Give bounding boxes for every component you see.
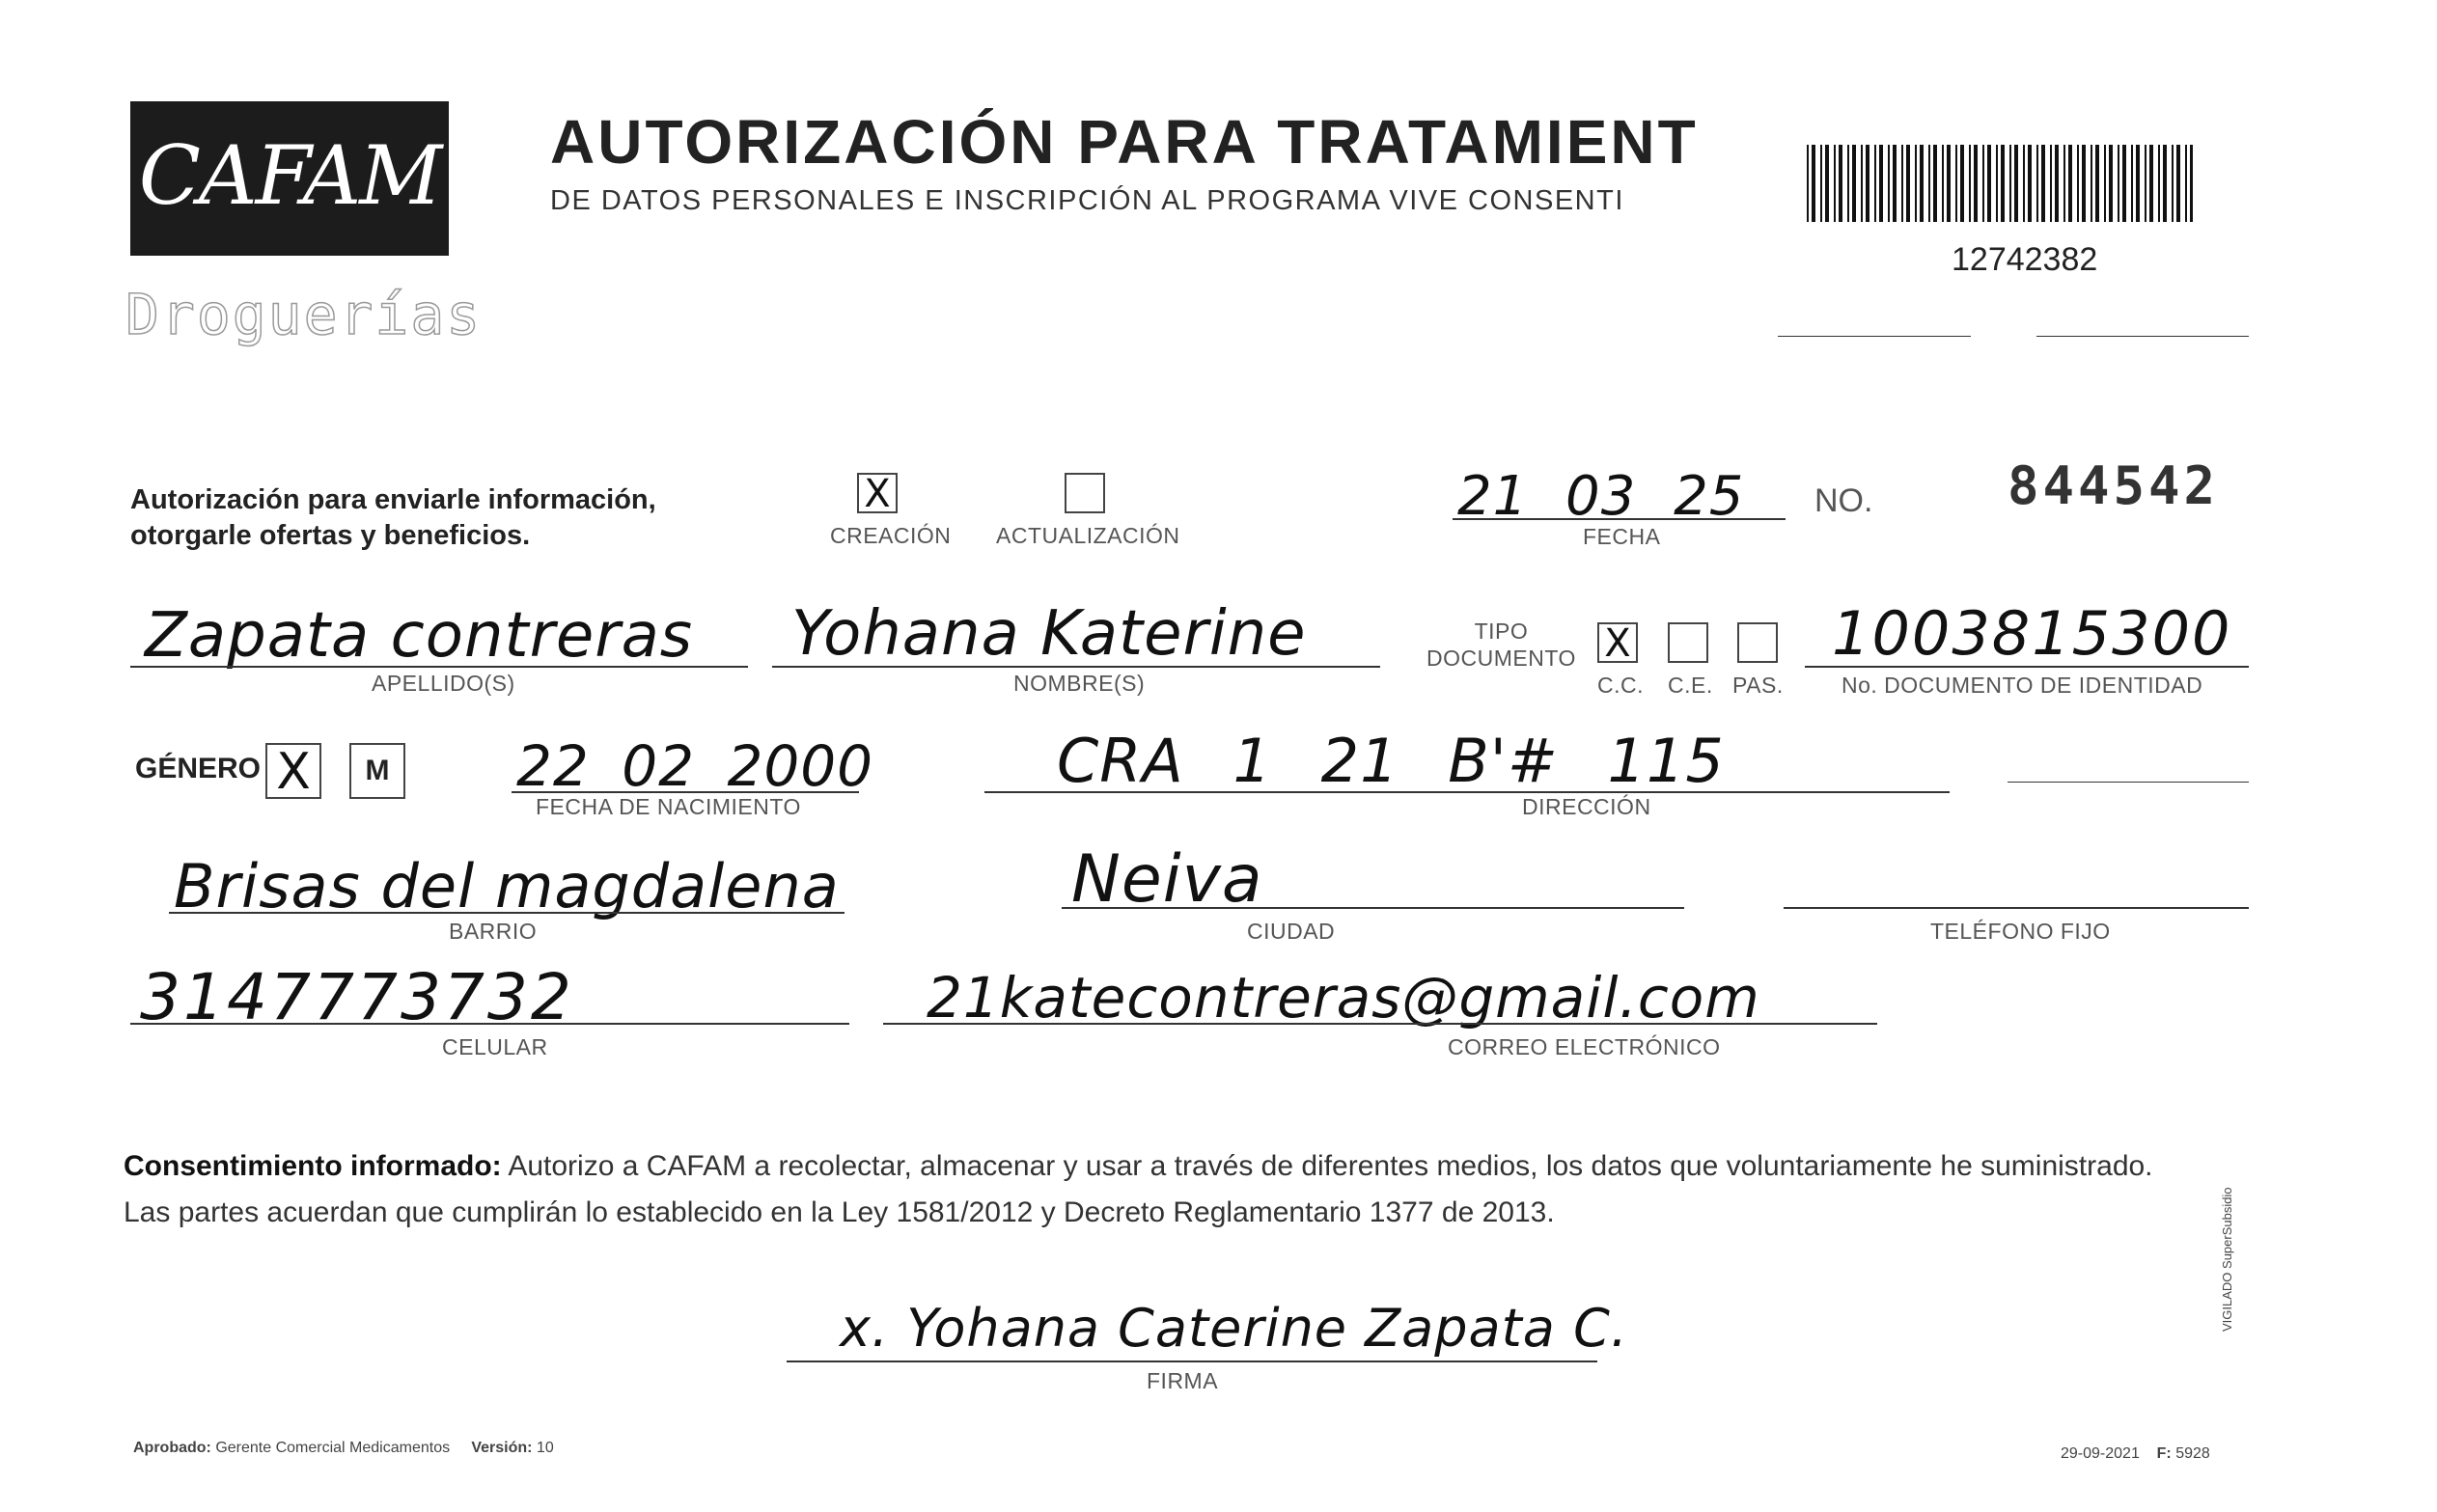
correo-line xyxy=(883,1023,1877,1025)
genero-label: GÉNERO xyxy=(135,753,262,784)
ciudad-value[interactable]: Neiva xyxy=(1071,841,1263,918)
consent-lead: Consentimiento informado: xyxy=(124,1150,502,1182)
no-label: NO. xyxy=(1814,482,1873,519)
signature-label: FIRMA xyxy=(1147,1368,1219,1393)
barcode-bar xyxy=(1906,145,1910,222)
consent-line-2: Las partes acuerdan que cumplirán lo establecido en la Ley 1581/2012 y Decreto Reglamentario 1377 de 2013. xyxy=(124,1196,1555,1228)
barcode-bar xyxy=(1839,145,1842,222)
barcode-bar xyxy=(1996,145,1998,222)
barcode-bar xyxy=(1888,145,1890,222)
barcode-bar xyxy=(2163,145,2167,222)
telefono-line[interactable] xyxy=(1784,907,2249,909)
barcode-bar xyxy=(1834,145,1836,222)
page-subtitle: DE DATOS PERSONALES E INSCRIPCIÓN AL PROGRAMA VIVE CONSENTI xyxy=(550,185,1624,216)
telefono-label: TELÉFONO FIJO xyxy=(1930,919,2111,944)
barcode-bar xyxy=(2104,145,2106,222)
ciudad-label: CIUDAD xyxy=(1247,919,1336,944)
pas-checkbox[interactable] xyxy=(1737,622,1778,663)
barcode-bar xyxy=(2091,145,2092,222)
barcode-bar xyxy=(2136,145,2140,222)
cc-check-mark: X xyxy=(1604,621,1631,666)
barcode-bar xyxy=(2009,145,2011,222)
barcode-bar xyxy=(1874,145,1876,222)
apellidos-label: APELLIDO(S) xyxy=(372,671,515,696)
genero-f-checkbox[interactable] xyxy=(265,743,321,799)
nacimiento-label: FECHA DE NACIMIENTO xyxy=(536,794,801,819)
aprobado-label: Aprobado: xyxy=(133,1440,211,1456)
version-label: Versión: xyxy=(471,1440,533,1456)
creacion-label: CREACIÓN xyxy=(830,523,952,548)
consent-line-1-text: Autorizo a CAFAM a recolectar, almacenar y usar a través de diferentes medios, los datos que voluntariamente he suministrado. xyxy=(501,1150,2153,1182)
no-value: 844542 xyxy=(2008,455,2220,516)
tipo-documento-label xyxy=(1426,618,1576,672)
barcode-bar xyxy=(1866,145,1869,222)
header-rule-left xyxy=(1778,336,1971,337)
barcode-bar xyxy=(1901,145,1903,222)
footer-f-label: F: xyxy=(2156,1445,2172,1462)
barcode-bar xyxy=(1955,145,1957,222)
correo-value[interactable]: 21katecontreras@gmail.com xyxy=(927,965,1760,1031)
barcode-bar xyxy=(1928,145,1930,222)
actualizacion-checkbox[interactable] xyxy=(1065,473,1105,513)
barcode-bar xyxy=(1807,145,1809,222)
barcode-bar xyxy=(2109,145,2113,222)
barcode-bar xyxy=(2001,145,2005,222)
cc-label: C.C. xyxy=(1597,673,1644,698)
direccion-value[interactable]: CRA 1 21 B'# 115 xyxy=(1057,726,1725,796)
creacion-check-mark: X xyxy=(864,472,891,516)
barcode-bar xyxy=(1893,145,1897,222)
barcode-bar xyxy=(2122,145,2126,222)
barcode-number: 12742382 xyxy=(1952,241,2098,278)
barcode-bar xyxy=(1825,145,1829,222)
barcode-bar xyxy=(2185,145,2187,222)
consent-line-1 xyxy=(124,1143,2153,1190)
barcode-bar xyxy=(2055,145,2059,222)
genero-m-checkbox[interactable] xyxy=(349,743,405,799)
barcode-bar xyxy=(2041,145,2045,222)
nombres-line xyxy=(772,666,1380,668)
barcode-bar xyxy=(2068,145,2072,222)
signature-value[interactable]: x. Yohana Caterine Zapata C. xyxy=(840,1298,1628,1359)
tipo-label-1: TIPO xyxy=(1474,619,1529,644)
direccion-label: DIRECCIÓN xyxy=(1522,794,1651,819)
nombres-label: NOMBRE(S) xyxy=(1013,671,1146,696)
barcode-bar xyxy=(1947,145,1951,222)
barrio-value[interactable]: Brisas del magdalena xyxy=(174,851,840,921)
footer-f-value: 5928 xyxy=(2175,1445,2210,1462)
barcode-bar xyxy=(1982,145,1984,222)
barcode-bar xyxy=(2095,145,2099,222)
header-rule-right xyxy=(2036,336,2249,337)
barcode-bar xyxy=(2036,145,2038,222)
authorization-line-1: Autorización para enviarle información, xyxy=(130,484,656,515)
barcode-bar xyxy=(2176,145,2180,222)
ciudad-line xyxy=(1062,907,1684,909)
consent-paragraph xyxy=(124,1143,2153,1236)
pas-label: PAS. xyxy=(1732,673,1784,698)
celular-value[interactable]: 3147773732 xyxy=(140,960,574,1034)
actualizacion-label: ACTUALIZACIÓN xyxy=(996,523,1180,548)
barcode-bar xyxy=(2063,145,2065,222)
fecha-value[interactable]: 21 03 25 xyxy=(1457,465,1745,528)
genero-m-label: M xyxy=(365,755,390,786)
barcode-bar xyxy=(2158,145,2160,222)
apellidos-value[interactable]: Zapata contreras xyxy=(145,600,694,672)
barcode-bar xyxy=(1960,145,1964,222)
cc-checkbox[interactable] xyxy=(1597,621,1638,666)
barrio-label: BARRIO xyxy=(449,919,538,944)
cafam-logo xyxy=(130,101,449,256)
barcode-bar xyxy=(1969,145,1971,222)
barcode-bar xyxy=(2190,145,2193,222)
footer-date: 29-09-2021 xyxy=(2061,1445,2140,1462)
barcode-bar xyxy=(1987,145,1991,222)
ce-label: C.E. xyxy=(1668,673,1713,698)
logo-subtitle: Droguerías xyxy=(125,282,483,347)
barcode-bar xyxy=(1820,145,1822,222)
barcode-bar xyxy=(2014,145,2018,222)
barcode-bar xyxy=(1812,145,1815,222)
authorization-text xyxy=(130,482,656,554)
barcode-bar xyxy=(2131,145,2133,222)
barcode-bar xyxy=(1861,145,1863,222)
signature-line xyxy=(787,1361,1597,1362)
barrio-line xyxy=(169,912,845,914)
barcode-bar xyxy=(2077,145,2079,222)
barcode-bar xyxy=(2050,145,2052,222)
barcode-bar xyxy=(2118,145,2119,222)
barcode-bar xyxy=(1847,145,1849,222)
barcode-bar xyxy=(1942,145,1944,222)
barcode-bar xyxy=(2082,145,2086,222)
barcode-bar xyxy=(1915,145,1917,222)
footer-code xyxy=(2061,1445,2210,1463)
documento-label: No. DOCUMENTO DE IDENTIDAD xyxy=(1842,673,2203,698)
page-title: AUTORIZACIÓN PARA TRATAMIENT xyxy=(550,107,1699,177)
vigilado-side-text: VIGILADO SuperSubsidio xyxy=(2220,1187,2234,1332)
apellidos-line xyxy=(130,666,748,668)
barcode-bar xyxy=(1974,145,1978,222)
footer-approval xyxy=(133,1440,554,1457)
genero-f-check-mark: X xyxy=(276,743,311,801)
correo-label: CORREO ELECTRÓNICO xyxy=(1448,1034,1721,1059)
direccion-line xyxy=(984,791,1950,793)
version-value: 10 xyxy=(536,1440,554,1456)
barcode-bar xyxy=(2028,145,2032,222)
barcode-bar xyxy=(1933,145,1937,222)
nacimiento-line xyxy=(512,791,859,793)
aprobado-value: Gerente Comercial Medicamentos xyxy=(215,1440,451,1456)
barcode-bar xyxy=(1920,145,1924,222)
authorization-line-2: otorgarle ofertas y beneficios. xyxy=(130,520,531,551)
tipo-label-2: DOCUMENTO xyxy=(1426,646,1576,671)
barcode-bar xyxy=(2023,145,2025,222)
barcode-bar xyxy=(1879,145,1883,222)
direccion-line-extra xyxy=(2008,782,2249,783)
barcode-bar xyxy=(2172,145,2174,222)
fecha-line xyxy=(1453,518,1786,520)
celular-line xyxy=(130,1023,849,1025)
nombres-value[interactable]: Yohana Katerine xyxy=(791,598,1307,670)
barcode-bar xyxy=(2149,145,2153,222)
creacion-checkbox[interactable] xyxy=(857,472,898,516)
fecha-label: FECHA xyxy=(1583,524,1661,549)
celular-label: CELULAR xyxy=(442,1034,548,1059)
logo-brand-text: CAFAM xyxy=(138,128,441,223)
barcode-image xyxy=(1807,145,2193,222)
documento-line xyxy=(1805,666,2249,668)
barcode-bar xyxy=(1852,145,1856,222)
ce-checkbox[interactable] xyxy=(1668,622,1708,663)
nacimiento-value[interactable]: 22 02 2000 xyxy=(516,733,874,799)
barcode-bar xyxy=(2145,145,2146,222)
documento-value[interactable]: 1003815300 xyxy=(1832,598,2232,669)
